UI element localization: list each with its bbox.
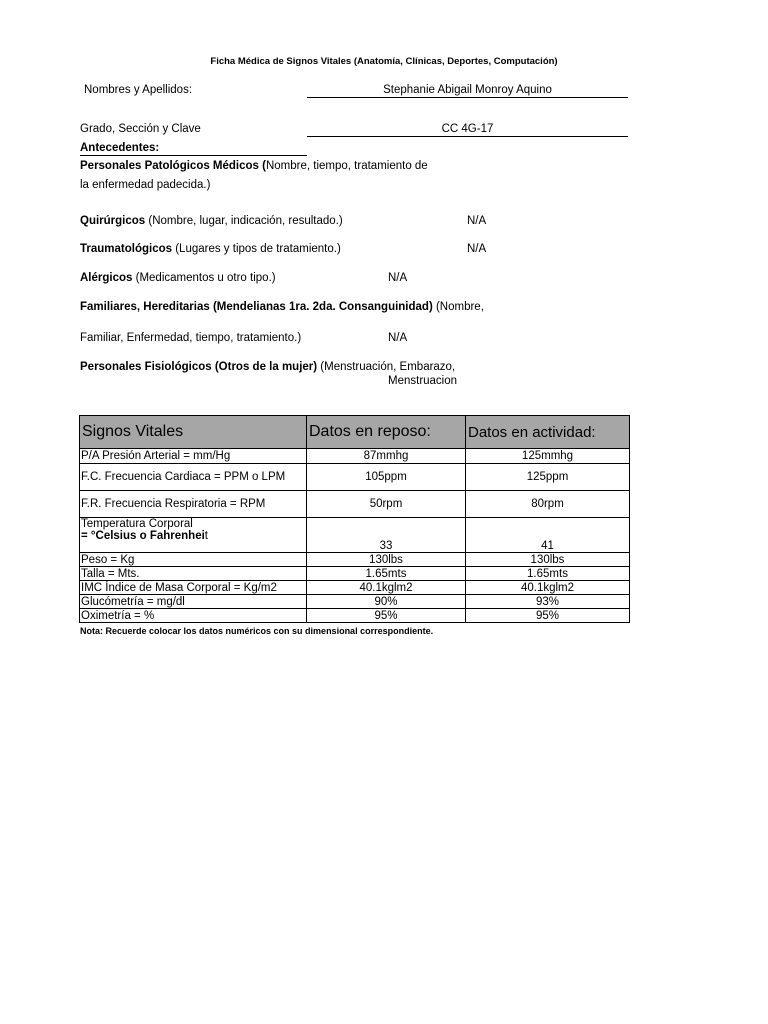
row-rest-value: 50rpm: [307, 491, 466, 518]
patologicos-title: Personales Patológicos Médicos (: [80, 160, 266, 172]
name-label: Nombres y Apellidos:: [84, 84, 193, 96]
familiares-desc2: Familiar, Enfermedad, tiempo, tratamiento.): [80, 332, 302, 344]
temp-label-line2: [81, 530, 305, 542]
temp-units-tail: t: [204, 530, 208, 542]
quirurgicos-line: [80, 215, 343, 227]
row-active-value: 93%: [466, 595, 630, 609]
row-label: F.C. Frecuencia Cardiaca = PPM o LPM: [80, 464, 307, 491]
grade-value: CC 4G-17: [441, 123, 494, 135]
row-active-value: 41: [466, 518, 630, 553]
header-signos-vitales: Signos Vitales: [80, 416, 307, 449]
row-rest-value: 95%: [307, 609, 466, 623]
table-row: [80, 609, 630, 623]
row-active-value: 95%: [466, 609, 630, 623]
patologicos-desc1: Nombre, tiempo, tratamiento de: [265, 160, 428, 172]
row-label: F.R. Frecuencia Respiratoria = RPM: [80, 491, 307, 518]
header-datos-reposo: Datos en reposo:: [307, 416, 466, 449]
alergicos-value: N/A: [388, 272, 408, 284]
familiares-desc1: (Nombre,: [432, 301, 484, 313]
patologicos-line1: [80, 160, 428, 172]
row-active-value: 130lbs: [466, 553, 630, 567]
grade-label: Grado, Sección y Clave: [80, 123, 201, 135]
row-rest-value: 40.1kglm2: [307, 581, 466, 595]
row-rest-value: 90%: [307, 595, 466, 609]
row-label: Talla = Mts.: [80, 567, 307, 581]
row-active-value: 125ppm: [466, 464, 630, 491]
fisiologicos-title: Personales Fisiológicos (Otros de la mujer): [80, 361, 318, 373]
antecedentes-heading: Antecedentes:: [80, 142, 160, 154]
name-value: Stephanie Abigail Monroy Aquino: [383, 84, 552, 96]
row-label: [80, 518, 307, 553]
row-label: IMC Índice de Masa Corporal = Kg/m2: [80, 581, 307, 595]
table-row: [80, 491, 630, 518]
footnote: Nota: Recuerde colocar los datos numéricos con su dimensional correspondiente.: [80, 626, 434, 636]
traumatologicos-value: N/A: [467, 243, 487, 255]
table-row: [80, 595, 630, 609]
quirurgicos-desc: (Nombre, lugar, indicación, resultado.): [145, 215, 343, 227]
table-row: [80, 581, 630, 595]
row-active-value: 80rpm: [466, 491, 630, 518]
row-rest-value: 1.65mts: [307, 567, 466, 581]
table-row: [80, 567, 630, 581]
grade-underline: [307, 136, 628, 137]
document-title: Ficha Médica de Signos Vitales (Anatomía, Clínicas, Deportes, Computación): [210, 56, 558, 67]
row-label: Peso = Kg: [80, 553, 307, 567]
fisiologicos-line: [80, 361, 455, 373]
alergicos-title: Alérgicos: [80, 272, 133, 284]
traumatologicos-line: [80, 243, 341, 255]
row-active-value: 1.65mts: [466, 567, 630, 581]
alergicos-desc: (Medicamentos u otro tipo.): [132, 272, 276, 284]
header-datos-actividad: Datos en actividad:: [466, 416, 630, 449]
table-row: [80, 518, 630, 553]
table-header-row: [80, 416, 630, 449]
table-row: [80, 449, 630, 464]
row-rest-value: 33: [307, 518, 466, 553]
row-rest-value: 130lbs: [307, 553, 466, 567]
row-active-value: 125mmhg: [466, 449, 630, 464]
row-label: Oximetría = %: [80, 609, 307, 623]
row-rest-value: 87mmhg: [307, 449, 466, 464]
row-label: Glucómetría = mg/dl: [80, 595, 307, 609]
familiares-line1: [80, 301, 484, 313]
fisiologicos-value: Menstruacion: [388, 375, 458, 387]
row-label: P/A Presión Arterial = mm/Hg: [80, 449, 307, 464]
row-active-value: 40.1kglm2: [466, 581, 630, 595]
name-underline: [307, 97, 628, 98]
table-row: [80, 464, 630, 491]
quirurgicos-value: N/A: [467, 215, 487, 227]
familiares-value: N/A: [388, 332, 408, 344]
vital-signs-table: [79, 415, 630, 623]
traumatologicos-title: Traumatológicos: [80, 243, 173, 255]
fisiologicos-desc: (Menstruación, Embarazo,: [317, 361, 456, 373]
quirurgicos-title: Quirúrgicos: [80, 215, 146, 227]
row-rest-value: 105ppm: [307, 464, 466, 491]
traumatologicos-desc: (Lugares y tipos de tratamiento.): [172, 243, 341, 255]
alergicos-line: [80, 272, 276, 284]
table-row: [80, 553, 630, 567]
temp-units-bold: = °Celsius o Fahrenhei: [81, 530, 205, 542]
antecedentes-underline: [80, 155, 307, 156]
familiares-title: Familiares, Hereditarias (Mendelianas 1ra. 2da. Consanguinidad): [80, 301, 433, 313]
patologicos-desc2: la enfermedad padecida.): [80, 179, 211, 191]
temp-label-line1: Temperatura Corporal: [81, 518, 193, 530]
